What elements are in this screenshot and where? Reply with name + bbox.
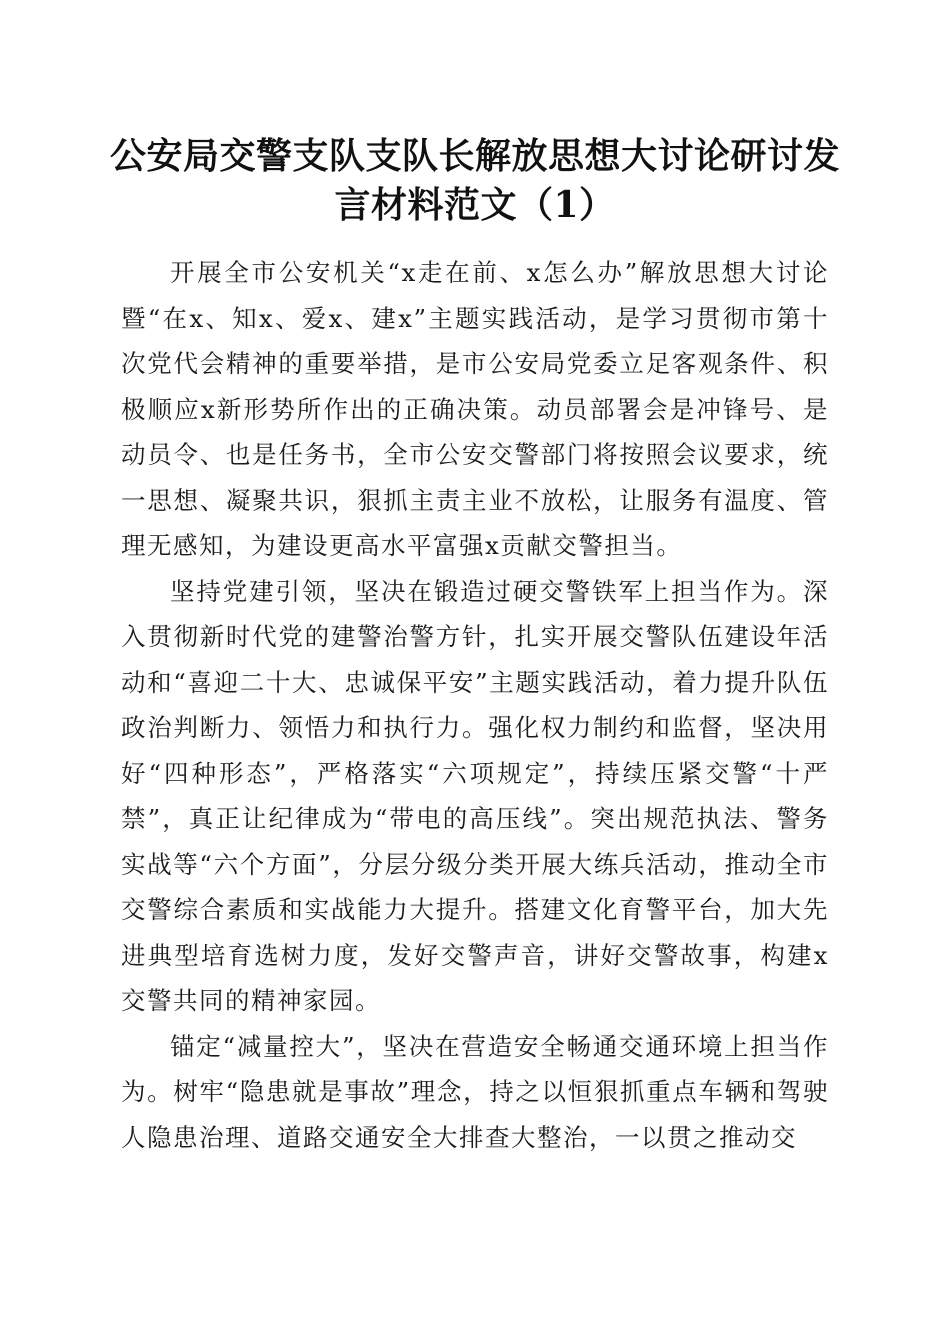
paragraph-3: 锚定“减量控大”，坚决在营造安全畅通交通环境上担当作为。树牢“隐患就是事故”理念，持之以恒狠抓重点车辆和驾驶人隐患治理、道路交通安全大排查大整治，一以贯之推动交 bbox=[121, 1031, 829, 1152]
document-title: 公安局交警支队支队长解放思想大讨论研讨发言材料范文（1） bbox=[110, 135, 841, 226]
document-body bbox=[121, 250, 829, 1160]
paragraph-1: 开展全市公安机关“x走在前、x怎么办”解放思想大讨论暨“在x、知x、爱x、建x”主题实践活动，是学习贯彻市第十次党代会精神的重要举措，是市公安局党委立足客观条件、积极顺应x新形势所作出的正确决策。动员部署会是冲锋号、是动员令、也是任务书，全市公安交警部门将按照会议要求，统一思想、凝聚共识，狠抓主责主业不放松，让服务有温度、管理无感知，为建设更高水平富强x贡献交警担当。 bbox=[121, 258, 829, 560]
paragraph-2: 坚持党建引领，坚决在锻造过硬交警铁军上担当作为。深入贯彻新时代党的建警治警方针，扎实开展交警队伍建设年活动和“喜迎二十大、忠诚保平安”主题实践活动，着力提升队伍政治判断力、领悟力和执行力。强化权力制约和监督，坚决用好“四种形态”，严格落实“六项规定”，持续压紧交警“十严禁”，真正让纪律成为“带电的高压线”。突出规范执法、警务实战等“六个方面”，分层分级分类开展大练兵活动，推动全市交警综合素质和实战能力大提升。搭建文化育警平台，加大先进典型培育选树力度，发好交警声音，讲好交警故事，构建x交警共同的精神家园。 bbox=[121, 576, 829, 1015]
